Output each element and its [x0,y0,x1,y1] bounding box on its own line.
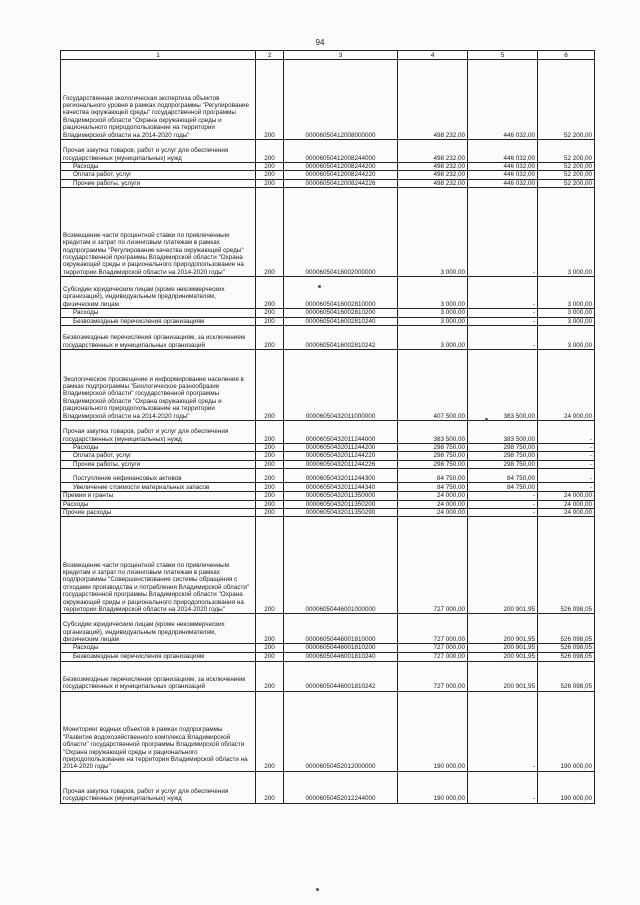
row-kbk: 00006050452012000000 [284,691,398,771]
row-code: 200 [256,326,284,350]
row-code: 200 [256,350,284,421]
row-amount-unexecuted: 526 098,05 [538,661,595,691]
row-name: Государственная экологическая экспертиза объектов регионального уровня в рамках подпрограммы "Регулирование качества окружающей среды" государственной программы Владимирской области "Охрана окружающей среды и рационального природопользование на территории Владимирской области на 2014-2020 годы" [61,60,256,140]
row-amount-unexecuted: 52 200,00 [538,60,595,140]
row-amount-executed: 446 032,00 [468,163,538,171]
row-amount-unexecuted: 3 000,00 [538,277,595,309]
row-amount-unexecuted [538,421,595,444]
row-amount-executed [468,691,538,771]
row-amount-approved: 727 000,00 [398,517,468,614]
row-amount-approved: 3 000,00 [398,317,468,325]
table-row [61,661,595,691]
row-amount-executed: 298 750,00 [468,452,538,460]
row-amount-unexecuted: 52 200,00 [538,179,595,187]
row-kbk: 00006050412008244000 [284,140,398,163]
row-amount-approved: 3 000,00 [398,309,468,317]
row-amount-approved: 383 500,00 [398,421,468,444]
row-name: Безвозмездные перечисления организациям, за исключением государственных и муниципальных организаций [61,326,256,350]
row-amount-executed: 446 032,00 [468,60,538,140]
table-row [61,171,595,179]
table-row [61,317,595,325]
row-code: 200 [256,509,284,517]
row-amount-unexecuted: 52 200,00 [538,171,595,179]
table-row [61,500,595,508]
row-code: 200 [256,277,284,309]
table-row [61,492,595,500]
row-amount-executed [468,500,538,508]
row-amount-executed: 383 500,00 [468,350,538,421]
table-row [61,452,595,460]
row-kbk: 00006050446001810240 [284,652,398,661]
row-code: 200 [256,60,284,140]
row-name: Увеличение стоимости материальных запасов [61,483,256,492]
table-row [61,163,595,171]
row-kbk: 00006050412008244226 [284,179,398,187]
row-kbk: 00006050446001810242 [284,661,398,691]
row-amount-approved: 727 000,00 [398,614,468,644]
row-amount-approved: 498 232,00 [398,163,468,171]
row-name: Расходы [61,644,256,652]
row-amount-executed [468,509,538,517]
row-kbk: 00006050412008000000 [284,60,398,140]
row-amount-unexecuted [538,469,595,483]
row-amount-unexecuted: 3 000,00 [538,317,595,325]
row-code: 200 [256,452,284,460]
row-name: Прочие работы, услуги [61,179,256,187]
row-name: Возмещение части процентной ставки по привлеченным кредитам и затрат по лизинговым платежам в рамках подпрограммы "Совершенствование системы обращения с отходами производства и потребления Владимирской области" государственной программы Владимирской области "Охрана окружающей среды и рационального природопользования на территории Владимирской области на 2014-2020 годы" [61,517,256,614]
row-amount-unexecuted: 24 000,00 [538,509,595,517]
column-number: 5 [468,51,538,60]
row-amount-executed [468,317,538,325]
column-number: 4 [398,51,468,60]
row-amount-approved: 727 000,00 [398,644,468,652]
table-row [61,140,595,163]
table-row [61,326,595,350]
row-amount-approved: 190 000,00 [398,691,468,771]
table-row [61,614,595,644]
row-amount-executed: 200 901,95 [468,661,538,691]
row-amount-approved: 84 750,00 [398,483,468,492]
row-kbk: 00006050432011244226 [284,460,398,468]
row-kbk: 00006050432011350290 [284,509,398,517]
row-name: Расходы [61,500,256,508]
page-number: 94 [315,38,325,47]
row-name: Безвозмездные перечисления организациям [61,317,256,325]
row-kbk: 00006050432011350000 [284,492,398,500]
row-code: 200 [256,421,284,444]
row-code: 200 [256,652,284,661]
row-kbk: 00006050432011350200 [284,500,398,508]
row-name: Расходы [61,444,256,452]
row-amount-unexecuted: 190 000,00 [538,691,595,771]
row-amount-unexecuted: 3 000,00 [538,309,595,317]
row-name: Расходы [61,163,256,171]
row-kbk: 00006050432011244200 [284,444,398,452]
row-name: Субсидии юридическим лицам (кроме некоммерческих организаций), индивидуальным предпринимателям, физическим лицам [61,614,256,644]
row-kbk: 00006050416002810242 [284,326,398,350]
row-name: Оплата работ, услуг [61,452,256,460]
row-kbk: 00006050416002810200 [284,309,398,317]
row-code: 200 [256,188,284,277]
row-amount-unexecuted [538,483,595,492]
row-amount-executed [468,771,538,803]
row-amount-executed: 200 901,95 [468,644,538,652]
row-amount-executed: 446 032,00 [468,140,538,163]
row-code: 200 [256,771,284,803]
row-code: 200 [256,483,284,492]
row-kbk: 00006050416002810000 [284,277,398,309]
scan-speck [318,285,321,288]
row-code: 200 [256,444,284,452]
row-amount-approved: 3 000,00 [398,326,468,350]
row-name: Безвозмездные перечисления организациям [61,652,256,661]
row-amount-approved: 298 750,00 [398,444,468,452]
table-row [61,60,595,140]
row-amount-unexecuted: 24 000,00 [538,500,595,508]
row-amount-unexecuted: 526 098,05 [538,614,595,644]
row-amount-approved: 498 232,00 [398,140,468,163]
row-name: Возмещение части процентной ставки по привлеченным кредитам и затрат по лизинговым платежам в рамках подпрограммы "Регулирование качества окружающей среды" государственной программы Владимирской области "Охрана окружающей среды и рационального природопользование на территории Владимирской области на 2014-2020 годы" [61,188,256,277]
row-code: 200 [256,140,284,163]
row-amount-unexecuted: 3 000,00 [538,326,595,350]
row-amount-unexecuted [538,452,595,460]
table-row [61,188,595,277]
column-number: 2 [256,51,284,60]
row-code: 200 [256,460,284,468]
row-amount-executed: 200 901,95 [468,614,538,644]
row-kbk: 00006050412008244200 [284,163,398,171]
row-name: Безвозмездные перечисления организациям, за исключением государственных и муниципальных организаций [61,661,256,691]
row-name: Прочая закупка товаров, работ и услуг для обеспечения государственных (муниципальных) нужд [61,140,256,163]
row-amount-executed: 298 750,00 [468,444,538,452]
column-number-row [61,51,595,60]
row-kbk: 00006050452012244000 [284,771,398,803]
row-name: Поступление нефинансовых активов [61,469,256,483]
row-name: Оплата работ, услуг [61,171,256,179]
row-code: 200 [256,309,284,317]
row-amount-executed [468,188,538,277]
table-row [61,483,595,492]
row-amount-executed [468,492,538,500]
row-code: 200 [256,469,284,483]
row-amount-approved: 84 750,00 [398,469,468,483]
table-row [61,771,595,803]
row-kbk: 00006050432011244340 [284,483,398,492]
row-kbk: 00006050432011244220 [284,452,398,460]
row-amount-executed: 446 032,00 [468,171,538,179]
row-code: 200 [256,644,284,652]
scan-speck [316,888,319,891]
table-row [61,460,595,468]
row-amount-executed: 84 750,00 [468,483,538,492]
row-name: Прочие работы, услуги [61,460,256,468]
row-name: Прочая закупка товаров, работ и услуг для обеспечения государственных (муниципальных) нужд [61,421,256,444]
row-code: 200 [256,163,284,171]
row-kbk: 00006050432011244300 [284,469,398,483]
row-amount-approved: 298 750,00 [398,460,468,468]
row-amount-unexecuted: 52 200,00 [538,163,595,171]
row-amount-executed: 298 750,00 [468,460,538,468]
row-amount-unexecuted: 24 000,00 [538,492,595,500]
table-row [61,444,595,452]
row-code: 200 [256,179,284,187]
row-amount-unexecuted: 526 098,05 [538,644,595,652]
table-row [61,517,595,614]
row-name: Экологическое просвещение и информирование населения в рамках подпрограммы "Биологическое разнообразие Владимирской области" государственной программы Владимирской области "Охрана окружающей среды и рационального природопользование на территории Владимирской области на 2014-2020 годы" [61,350,256,421]
row-kbk: 00006050446001810200 [284,644,398,652]
row-amount-unexecuted: 526 098,05 [538,652,595,661]
row-amount-executed: 200 901,95 [468,652,538,661]
row-code: 200 [256,500,284,508]
row-code: 200 [256,517,284,614]
table-row [61,277,595,309]
row-amount-executed: 383 500,00 [468,421,538,444]
row-amount-approved: 298 750,00 [398,452,468,460]
row-kbk: 00006050416002810240 [284,317,398,325]
row-kbk: 00006050432011244000 [284,421,398,444]
column-number: 3 [284,51,398,60]
row-kbk: 00006050446001000000 [284,517,398,614]
row-code: 200 [256,492,284,500]
scan-speck [485,418,488,421]
table-row [61,652,595,661]
row-amount-approved: 190 000,00 [398,771,468,803]
row-name: Прочие расходы [61,509,256,517]
row-amount-approved: 3 000,00 [398,277,468,309]
row-amount-executed: 200 901,95 [468,517,538,614]
budget-table [60,50,595,804]
table-row [61,509,595,517]
row-amount-unexecuted: 3 000,00 [538,188,595,277]
row-amount-executed: 446 032,00 [468,179,538,187]
row-amount-unexecuted: 24 000,00 [538,350,595,421]
row-name: Премии и гранты [61,492,256,500]
row-amount-approved: 24 000,00 [398,509,468,517]
row-amount-approved: 498 232,00 [398,179,468,187]
row-amount-unexecuted [538,460,595,468]
row-kbk: 00006050416002000000 [284,188,398,277]
row-code: 200 [256,691,284,771]
row-amount-executed [468,277,538,309]
column-number: 1 [61,51,256,60]
row-code: 200 [256,661,284,691]
row-kbk: 00006050432011000000 [284,350,398,421]
table-row [61,309,595,317]
table-row [61,691,595,771]
row-amount-approved: 407 500,00 [398,350,468,421]
row-amount-unexecuted: 52 200,00 [538,140,595,163]
row-amount-approved: 24 000,00 [398,492,468,500]
row-amount-approved: 498 232,00 [398,171,468,179]
row-amount-approved: 3 000,00 [398,188,468,277]
row-kbk: 00006050446001810000 [284,614,398,644]
row-amount-executed: 84 750,00 [468,469,538,483]
row-amount-approved: 498 232,00 [398,60,468,140]
table-row [61,469,595,483]
row-amount-unexecuted [538,444,595,452]
row-code: 200 [256,317,284,325]
row-amount-approved: 727 000,00 [398,661,468,691]
row-kbk: 00006050412008244220 [284,171,398,179]
row-amount-approved: 727 000,00 [398,652,468,661]
row-amount-executed [468,326,538,350]
row-name: Прочая закупка товаров, работ и услуг для обеспечения государственных (муниципальных) нужд [61,771,256,803]
row-code: 200 [256,171,284,179]
row-name: Мониторинг водных объектов в рамках подпрограммы "Развитие водохозяйственного комплекса Владимирской области" государственной программы Владимирской области "Охрана окружающей среды и рационального природопользование на территории Владимирской области на 2014-2020 годы" [61,691,256,771]
row-name: Расходы [61,309,256,317]
row-amount-unexecuted: 190 000,00 [538,771,595,803]
table-row [61,350,595,421]
row-amount-unexecuted: 526 098,05 [538,517,595,614]
table-row [61,421,595,444]
row-amount-approved: 24 000,00 [398,500,468,508]
column-number: 6 [538,51,595,60]
table-row [61,644,595,652]
row-code: 200 [256,614,284,644]
row-name: Субсидии юридическим лицам (кроме некоммерческих организаций), индивидуальным предпринимателям, физическим лицам [61,277,256,309]
row-amount-executed [468,309,538,317]
table-row [61,179,595,187]
